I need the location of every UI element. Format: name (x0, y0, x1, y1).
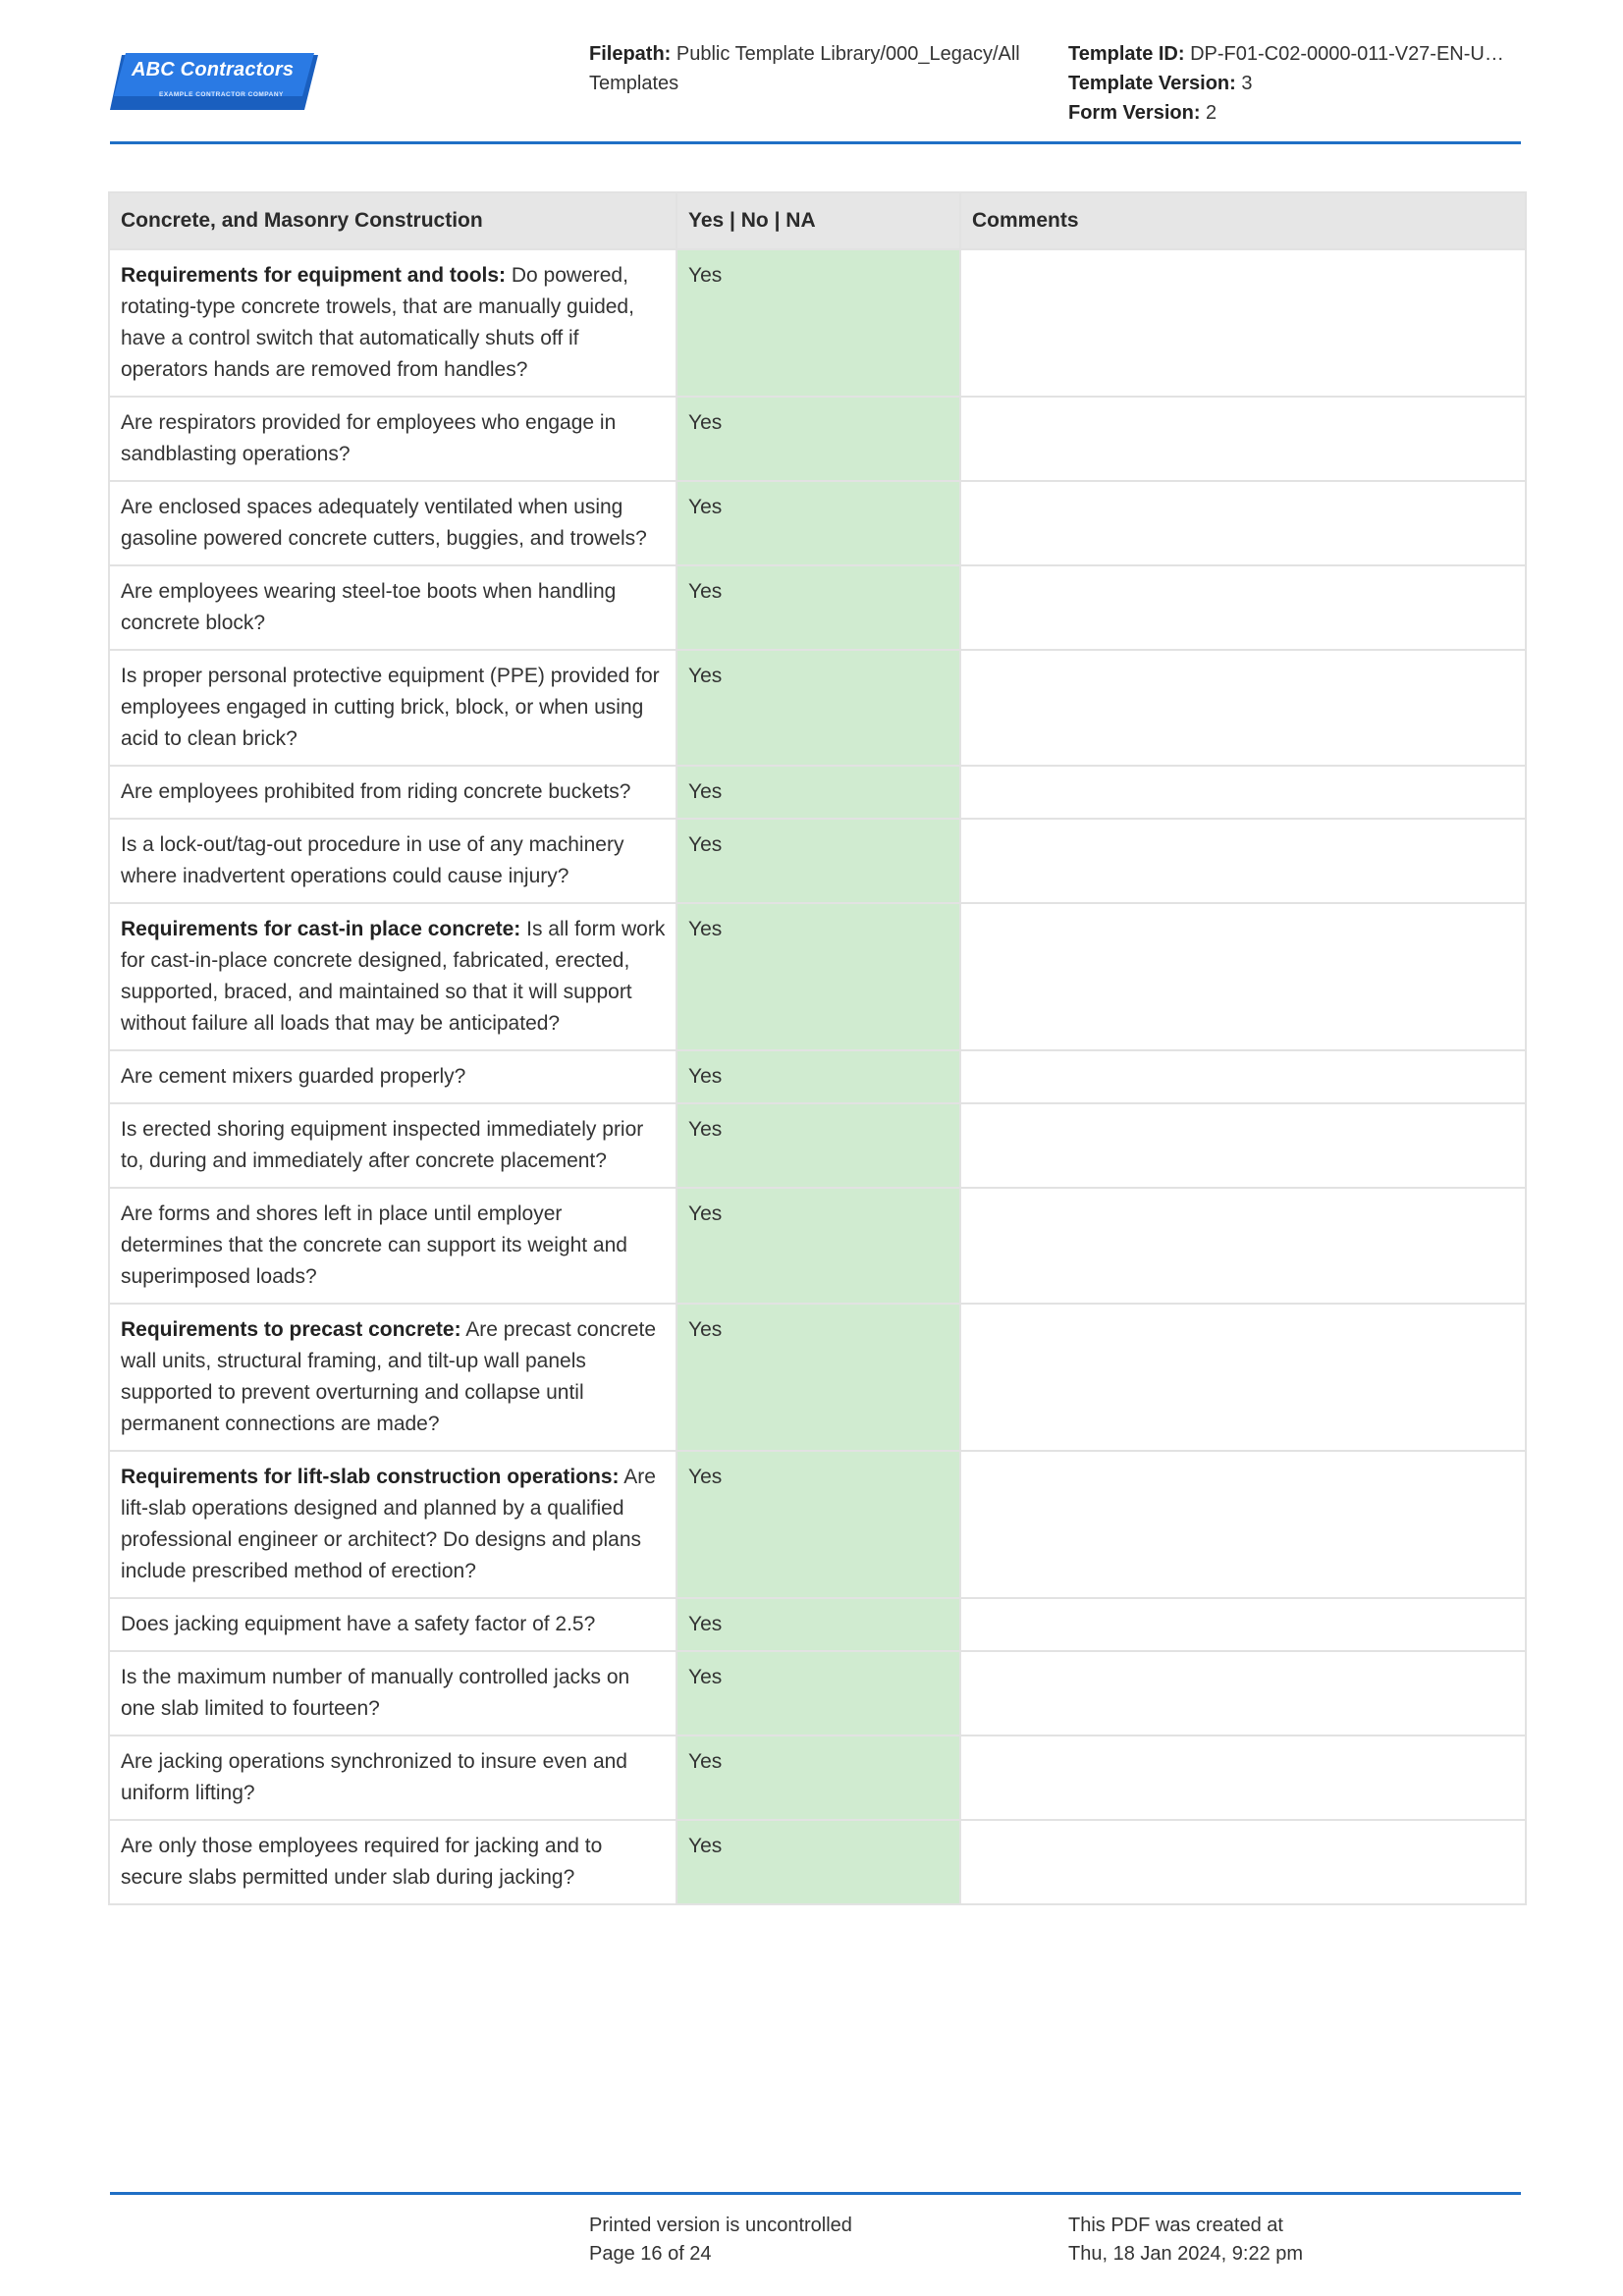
footer-left (589, 2212, 852, 2269)
table-row (109, 1735, 1526, 1820)
table-row (109, 397, 1526, 481)
response-cell[interactable]: Yes (676, 1451, 960, 1598)
question-cell (109, 1304, 676, 1451)
template-meta-block (1068, 39, 1522, 128)
table-row (109, 903, 1526, 1050)
table-row (109, 1651, 1526, 1735)
checklist-table (108, 191, 1527, 1905)
footer-divider (110, 2192, 1521, 2195)
question-cell (109, 481, 676, 565)
response-cell[interactable]: Yes (676, 481, 960, 565)
question-cell (109, 766, 676, 819)
template-id-value: DP-F01-C02-0000-011-V27-EN-U… (1190, 43, 1504, 65)
question-cell (109, 1188, 676, 1304)
question-text: Is the maximum number of manually controlled jacks on one slab limited to fourteen? (121, 1666, 630, 1720)
table-row (109, 1598, 1526, 1651)
response-cell[interactable]: Yes (676, 819, 960, 903)
logo-subtitle: EXAMPLE CONTRACTOR COMPANY (159, 91, 284, 98)
comment-cell[interactable] (960, 1651, 1526, 1735)
comment-cell[interactable] (960, 819, 1526, 903)
comment-cell[interactable] (960, 903, 1526, 1050)
response-cell[interactable]: Yes (676, 1735, 960, 1820)
table-header-row (109, 192, 1526, 249)
template-version-line (1068, 69, 1522, 98)
question-text: Are only those employees required for jacking and to secure slabs permitted under slab during jacking? (121, 1835, 603, 1889)
question-text: Are jacking operations synchronized to insure even and uniform lifting? (121, 1750, 627, 1804)
question-text: Are enclosed spaces adequately ventilated when using gasoline powered concrete cutters, buggies, and trowels? (121, 496, 647, 550)
response-cell[interactable]: Yes (676, 1103, 960, 1188)
comment-cell[interactable] (960, 1050, 1526, 1103)
question-cell (109, 565, 676, 650)
column-header-question: Concrete, and Masonry Construction (109, 192, 676, 249)
comment-cell[interactable] (960, 766, 1526, 819)
column-header-response: Yes | No | NA (676, 192, 960, 249)
footer-right (1068, 2212, 1303, 2269)
comment-cell[interactable] (960, 1451, 1526, 1598)
response-cell[interactable]: Yes (676, 1188, 960, 1304)
comment-cell[interactable] (960, 1820, 1526, 1904)
table-row (109, 565, 1526, 650)
question-cell (109, 249, 676, 397)
form-version-line (1068, 98, 1522, 128)
question-text: Is a lock-out/tag-out procedure in use of any machinery where inadvertent operations could cause injury? (121, 833, 624, 887)
comment-cell[interactable] (960, 1735, 1526, 1820)
response-cell[interactable]: Yes (676, 1651, 960, 1735)
question-text: Are employees wearing steel-toe boots when handling concrete block? (121, 580, 617, 634)
question-text: Do powered, rotating-type concrete trowels, that are manually guided, have a control switch that automatically shuts off if operators hands are removed from handles? (121, 264, 634, 381)
page-number: Page 16 of 24 (589, 2243, 712, 2265)
table-row (109, 1451, 1526, 1598)
table-row (109, 766, 1526, 819)
comment-cell[interactable] (960, 397, 1526, 481)
question-text: Are forms and shores left in place until employer determines that the concrete can support its weight and superimposed loads? (121, 1202, 627, 1288)
question-cell (109, 397, 676, 481)
column-header-comments: Comments (960, 192, 1526, 249)
response-cell[interactable]: Yes (676, 249, 960, 397)
question-text: Are precast concrete wall units, structural framing, and tilt-up wall panels supported to prevent overturning and collapse until permanent connections are made? (121, 1318, 657, 1435)
filepath-label: Filepath: (589, 43, 672, 65)
form-version-value: 2 (1206, 102, 1217, 124)
response-cell[interactable]: Yes (676, 766, 960, 819)
table-row (109, 481, 1526, 565)
created-timestamp: Thu, 18 Jan 2024, 9:22 pm (1068, 2243, 1304, 2265)
response-cell[interactable]: Yes (676, 397, 960, 481)
comment-cell[interactable] (960, 1598, 1526, 1651)
table-row (109, 1103, 1526, 1188)
question-cell (109, 1598, 676, 1651)
comment-cell[interactable] (960, 1103, 1526, 1188)
question-cell (109, 1451, 676, 1598)
table-row (109, 1050, 1526, 1103)
question-text: Is erected shoring equipment inspected immediately prior to, during and immediately after concrete placement? (121, 1118, 644, 1172)
comment-cell[interactable] (960, 481, 1526, 565)
question-text: Is all form work for cast-in-place concrete designed, fabricated, erected, supported, braced, and maintained so that it will support without failure all loads that may be anticipated? (121, 918, 666, 1035)
response-cell[interactable]: Yes (676, 1050, 960, 1103)
table-row (109, 1820, 1526, 1904)
table-row (109, 1304, 1526, 1451)
table-row (109, 249, 1526, 397)
table-row (109, 650, 1526, 766)
question-cell (109, 650, 676, 766)
question-heading: Requirements for equipment and tools: (121, 264, 507, 287)
company-logo (110, 53, 318, 112)
header-divider (110, 141, 1521, 144)
table-row (109, 819, 1526, 903)
response-cell[interactable]: Yes (676, 650, 960, 766)
uncontrolled-notice: Printed version is uncontrolled (589, 2215, 852, 2236)
template-id-line (1068, 39, 1522, 69)
logo-title: ABC Contractors (132, 59, 295, 80)
table-row (109, 1188, 1526, 1304)
question-cell (109, 819, 676, 903)
question-heading: Requirements for lift-slab construction operations: (121, 1466, 620, 1488)
comment-cell[interactable] (960, 1304, 1526, 1451)
created-label: This PDF was created at (1068, 2215, 1283, 2236)
comment-cell[interactable] (960, 650, 1526, 766)
comment-cell[interactable] (960, 565, 1526, 650)
response-cell[interactable]: Yes (676, 903, 960, 1050)
question-cell (109, 1820, 676, 1904)
template-id-label: Template ID: (1068, 43, 1185, 65)
question-text: Are respirators provided for employees who engage in sandblasting operations? (121, 411, 617, 465)
question-text: Does jacking equipment have a safety factor of 2.5? (121, 1613, 596, 1635)
form-version-label: Form Version: (1068, 102, 1201, 124)
comment-cell[interactable] (960, 1188, 1526, 1304)
question-cell (109, 1651, 676, 1735)
question-text: Are cement mixers guarded properly? (121, 1065, 466, 1088)
question-cell (109, 1103, 676, 1188)
filepath-value: Public Template Library/000_Legacy/All Templates (589, 43, 1020, 94)
response-cell[interactable]: Yes (676, 1598, 960, 1651)
template-version-value: 3 (1241, 73, 1253, 94)
filepath-block (589, 39, 1041, 98)
question-cell (109, 1050, 676, 1103)
response-cell[interactable]: Yes (676, 1304, 960, 1451)
question-text: Are lift-slab operations designed and planned by a qualified professional engineer or architect? Do designs and plans include prescribed method of erection? (121, 1466, 656, 1582)
response-cell[interactable]: Yes (676, 1820, 960, 1904)
question-cell (109, 903, 676, 1050)
comment-cell[interactable] (960, 249, 1526, 397)
question-text: Is proper personal protective equipment (PPE) provided for employees engaged in cutting brick, block, or when using acid to clean brick? (121, 665, 660, 750)
question-cell (109, 1735, 676, 1820)
response-cell[interactable]: Yes (676, 565, 960, 650)
question-text: Are employees prohibited from riding concrete buckets? (121, 780, 631, 803)
question-heading: Requirements for cast-in place concrete: (121, 918, 521, 940)
question-heading: Requirements to precast concrete: (121, 1318, 461, 1341)
template-version-label: Template Version: (1068, 73, 1236, 94)
